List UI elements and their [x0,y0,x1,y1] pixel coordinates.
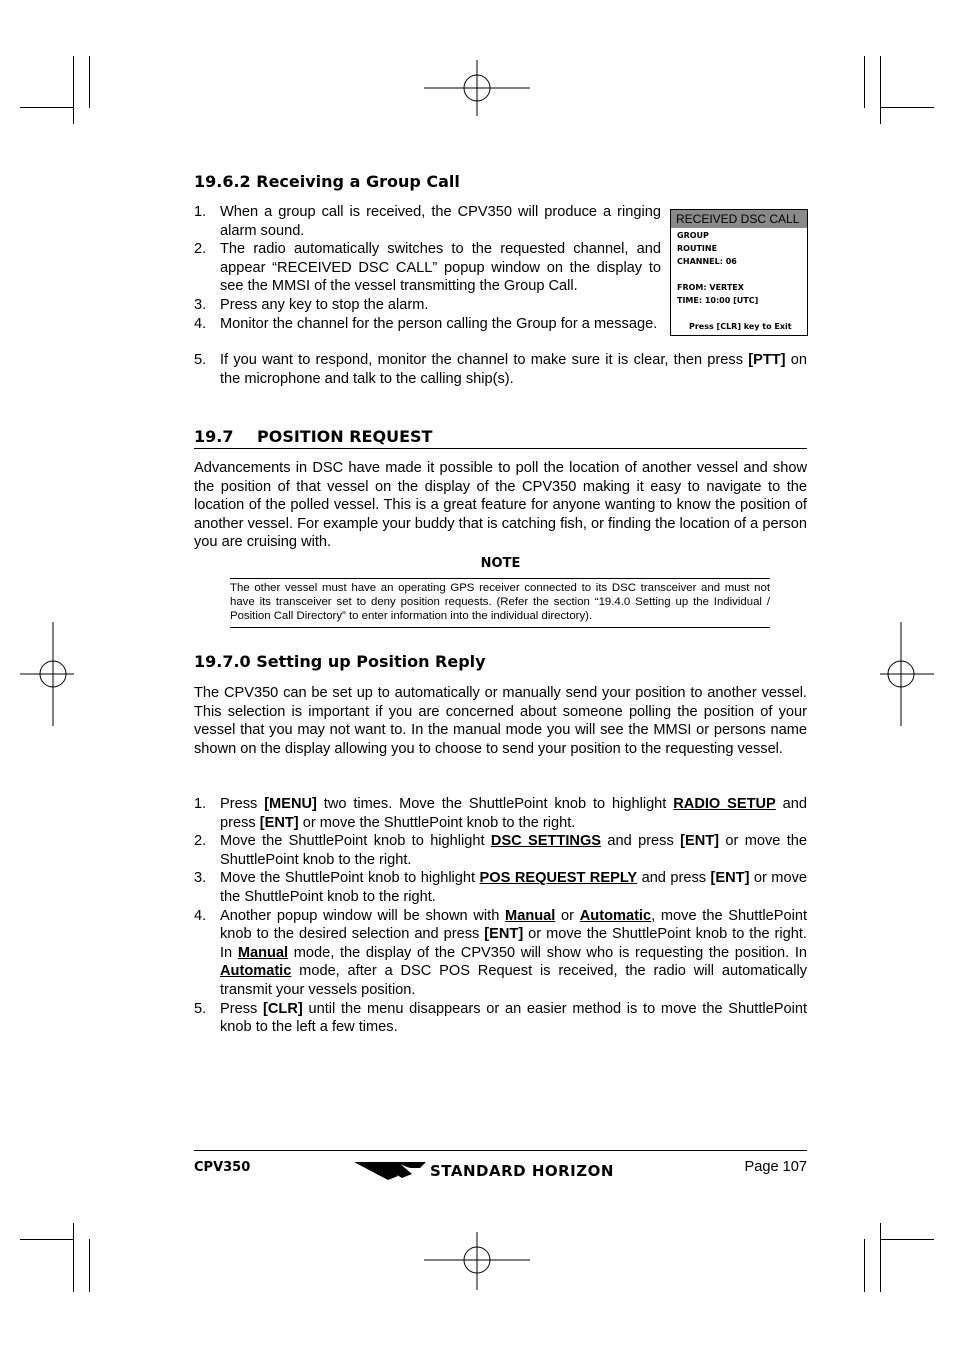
list-item: 2. Move the ShuttlePoint knob to highlight DSC SETTINGS and press [ENT] or move the ShuttlePoint knob to the right. [194,833,808,868]
brand-name: STANDARD HORIZON [430,1162,614,1180]
display-line: TIME: 10:00 [UTC] [677,296,759,305]
section-heading-19-7-0: 19.7.0 Setting up Position Reply [194,652,486,671]
list-item: 4. Monitor the channel for the person calling the Group for a message. [194,315,658,332]
footer-rule [194,1150,807,1151]
note-title: NOTE [480,556,521,571]
display-line: FROM: VERTEX [677,283,744,292]
list-item: 3. Press any key to stop the alarm. [194,296,429,313]
received-dsc-call-display [670,209,808,336]
position-request-paragraph: Advancements in DSC have made it possible to poll the location of another vessel and show the position of that vessel on the display of the CPV350 making it easy to navigate to the location of the polled vessel. This is a great feature for anyone wanting to know the position of another vessel. For example your buddy that is catching fish, or finding the location of a person you are cruising with. [194,460,807,551]
note-text: The other vessel must have an operating GPS receiver connected to its DSC transceiver and must not have its transceiver set to deny position requests. (Refer the section “19.4.0 Setting up the Individual / Position Call Directory” to enter information into the individual directory). [230,582,770,622]
registration-target-bottom [424,1232,530,1290]
standard-horizon-wing-icon [354,1160,426,1182]
list-item: 2. The radio automatically switches to the requested channel, and appear “RECEIVED DSC CALL” popup window on the display to see the MMSI of the vessel transmitting the Group Call. [194,241,661,295]
section-heading-19-6-2: 19.6.2 Receiving a Group Call [194,172,460,191]
display-hint: Press [CLR] key to Exit [689,322,792,331]
display-title: RECEIVED DSC CALL [671,210,807,228]
list-item: 1. Press [MENU] two times. Move the ShuttlePoint knob to highlight RADIO SETUP and press [ENT] or move the ShuttlePoint knob to the right. [194,796,808,831]
brand-logo [354,1160,614,1182]
list-item: 5. Press [CLR] until the menu disappears or an easier method is to move the ShuttlePoint knob to the left a few times. [194,1000,808,1036]
list-item: 3. Move the ShuttlePoint knob to highlight POS REQUEST REPLY and press [ENT] or move the ShuttlePoint knob to the right. [194,870,807,905]
list-item: 1. When a group call is received, the CPV350 will produce a ringing alarm sound. [194,204,661,239]
footer-model: CPV350 [194,1160,251,1175]
display-line: GROUP [677,231,709,240]
registration-target-top [424,60,530,116]
note-box [230,578,770,628]
group-call-step-5 [194,351,807,388]
section-heading-19-7: 19.7 POSITION REQUEST [194,427,807,449]
list-item: 4. Another popup window will be shown with Manual or Automatic, move the ShuttlePoint knob to the desired selection and press [ENT] or move the ShuttlePoint knob to the right. In Manual mode, the display of the CPV350 will show who is requesting the position. In Automatic mode, after a DSC POS Request is received, the radio will automatically transmit your vessels position. [194,907,807,998]
display-line: ROUTINE [677,244,718,253]
footer-page-number: Page 107 [744,1159,807,1175]
registration-target-left [20,622,74,726]
position-reply-steps [194,795,807,1037]
registration-target-right [880,622,934,726]
group-call-steps [194,203,661,333]
position-reply-paragraph: The CPV350 can be set up to automatically or manually send your position to another vessel. This selection is important if you are concerned about someone polling the position of your vessel that you may not want to. In the manual mode you will see the MMSI or persons name shown on the display allowing you to choose to send your position to the requesting vessel. [194,685,807,757]
list-item: 5. If you want to respond, monitor the channel to make sure it is clear, then press [PTT] on the microphone and talk to the calling ship(s). [194,352,807,387]
display-line: CHANNEL: 06 [677,257,737,266]
